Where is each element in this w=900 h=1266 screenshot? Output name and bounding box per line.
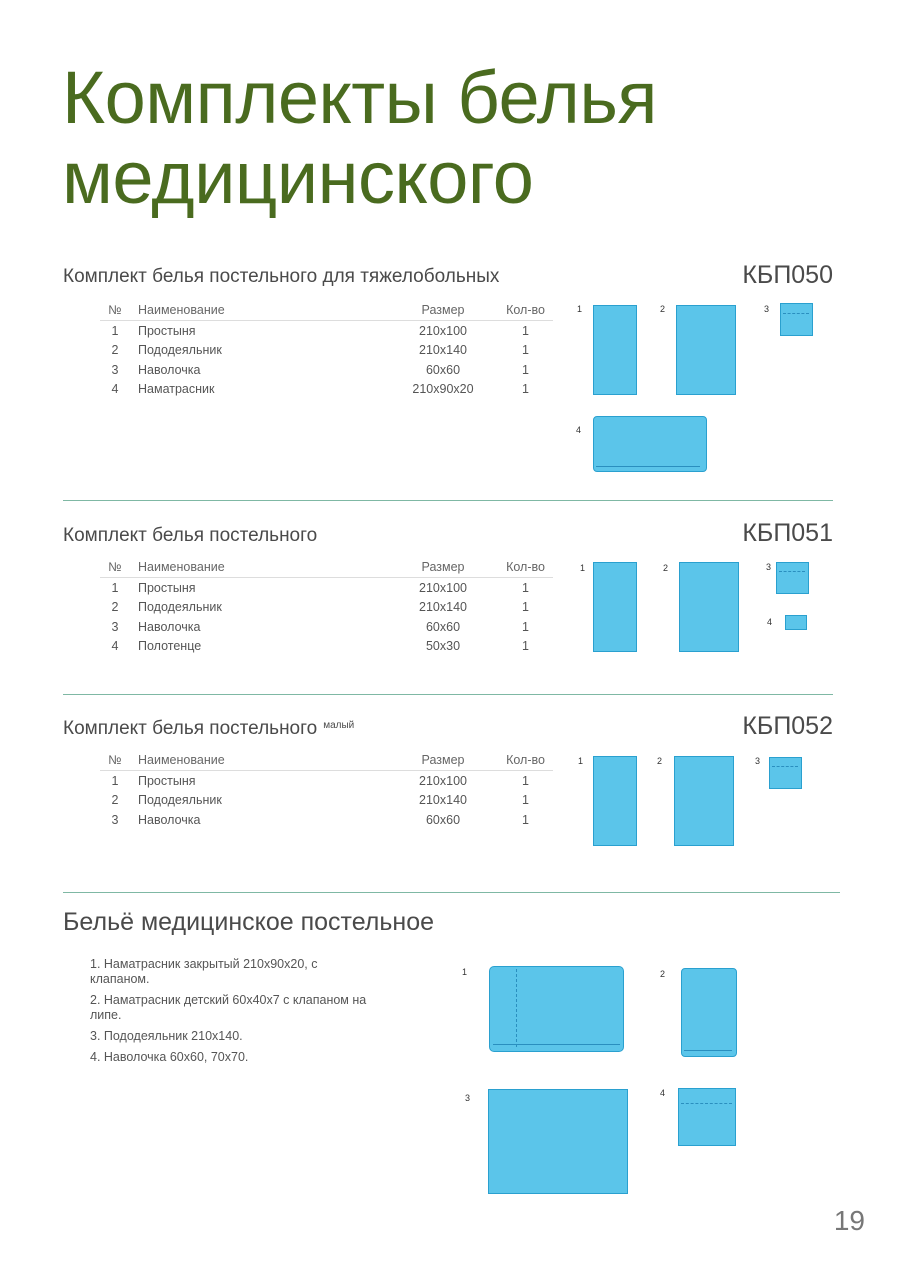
row-size: 210x100 bbox=[419, 580, 467, 595]
row-name: Пододеяльник bbox=[138, 793, 222, 808]
duvet-cover-figure bbox=[674, 756, 734, 846]
row-name: Простыня bbox=[138, 580, 196, 595]
figure-label: 1 bbox=[580, 563, 586, 573]
duvet-cover-figure bbox=[488, 1089, 628, 1194]
figure-label: 2 bbox=[657, 756, 663, 766]
page-number: 19 bbox=[833, 1205, 865, 1236]
col-size-header: Размер bbox=[388, 557, 498, 578]
row-name: Наволочка bbox=[138, 619, 201, 634]
col-qty-header: Кол-во bbox=[498, 750, 553, 771]
col-no-header: № bbox=[100, 750, 130, 771]
table-row bbox=[100, 598, 553, 618]
pillowcase-flap-line bbox=[783, 313, 809, 314]
row-size: 210x90x20 bbox=[412, 382, 474, 397]
row-name: Пододеяльник bbox=[138, 600, 222, 615]
section-title-kbp052 bbox=[63, 718, 354, 740]
col-name-header: Наименование bbox=[130, 750, 388, 771]
section-separator bbox=[63, 694, 833, 695]
figure-label: 2 bbox=[660, 304, 666, 314]
row-no: 3 bbox=[111, 362, 119, 377]
row-size: 210x140 bbox=[419, 793, 467, 808]
figure-label: 1 bbox=[578, 756, 584, 766]
sheet-figure bbox=[593, 305, 637, 395]
row-no: 1 bbox=[111, 773, 119, 788]
col-no-header: № bbox=[100, 557, 130, 578]
list-item: 2. Наматрасник детский 60x40x7 с клапаном на липе. bbox=[90, 993, 367, 1022]
row-qty: 1 bbox=[522, 793, 529, 808]
row-qty: 1 bbox=[522, 580, 529, 595]
table-header-row bbox=[100, 557, 553, 578]
bottom-item-list bbox=[90, 957, 380, 1071]
table-row bbox=[100, 321, 553, 341]
figure-label: 4 bbox=[767, 617, 773, 627]
product-code-kbp051: КБП051 bbox=[742, 519, 833, 547]
mattress-cover-edge bbox=[596, 466, 700, 467]
row-size: 210x140 bbox=[419, 600, 467, 615]
row-name: Наволочка bbox=[138, 812, 201, 827]
section-title-kbp051: Комплект белья постельного bbox=[63, 525, 318, 546]
row-qty: 1 bbox=[522, 773, 529, 788]
child-mattress-cover-figure bbox=[681, 968, 737, 1057]
pillowcase-figure bbox=[776, 562, 809, 594]
pillowcase-flap-line bbox=[681, 1103, 732, 1104]
row-no: 2 bbox=[111, 343, 119, 358]
page-title bbox=[62, 58, 657, 218]
row-size: 210x100 bbox=[419, 773, 467, 788]
pillowcase-flap-line bbox=[772, 766, 798, 767]
section-separator bbox=[63, 500, 833, 501]
product-code-kbp050: КБП050 bbox=[742, 261, 833, 289]
col-qty-header: Кол-во bbox=[498, 557, 553, 578]
col-name-header: Наименование bbox=[130, 300, 388, 321]
pillowcase-flap-line bbox=[779, 571, 805, 572]
row-qty: 1 bbox=[522, 382, 529, 397]
figure-label: 3 bbox=[755, 756, 761, 766]
table-row bbox=[100, 360, 553, 380]
row-no: 4 bbox=[111, 639, 119, 654]
row-qty: 1 bbox=[522, 812, 529, 827]
row-no: 1 bbox=[111, 580, 119, 595]
page-title-line-2: медицинского bbox=[62, 136, 534, 219]
table-header-row bbox=[100, 750, 553, 771]
figure-label: 2 bbox=[660, 969, 666, 979]
figure-label: 1 bbox=[577, 304, 583, 314]
mattress-cover-figure bbox=[593, 416, 707, 472]
row-no: 3 bbox=[111, 812, 119, 827]
col-qty-header: Кол-во bbox=[498, 300, 553, 321]
table-row bbox=[100, 380, 553, 400]
row-name: Полотенце bbox=[138, 639, 202, 654]
row-name: Наматрасник bbox=[138, 382, 215, 397]
section-title-kbp050: Комплект белья постельного для тяжелобольных bbox=[63, 266, 500, 287]
figure-label: 4 bbox=[576, 425, 582, 435]
row-no: 2 bbox=[111, 793, 119, 808]
row-name: Наволочка bbox=[138, 362, 201, 377]
page-title-line-1: Комплекты белья bbox=[62, 56, 657, 139]
row-size: 60x60 bbox=[425, 362, 461, 377]
table-row bbox=[100, 617, 553, 637]
col-no-header: № bbox=[100, 300, 130, 321]
row-no: 2 bbox=[111, 600, 119, 615]
row-name: Пододеяльник bbox=[138, 343, 222, 358]
list-item: 4. Наволочка 60x60, 70x70. bbox=[90, 1050, 249, 1064]
pillowcase-figure bbox=[769, 757, 802, 789]
spec-table-kbp052 bbox=[100, 750, 553, 830]
row-size: 210x140 bbox=[419, 343, 467, 358]
duvet-cover-figure bbox=[676, 305, 736, 395]
spec-table-kbp050 bbox=[100, 300, 553, 399]
row-qty: 1 bbox=[522, 639, 529, 654]
child-mattress-cover-edge bbox=[684, 1050, 732, 1051]
figure-label: 2 bbox=[663, 563, 669, 573]
table-header-row bbox=[100, 300, 553, 321]
figure-label: 3 bbox=[465, 1093, 471, 1103]
section-title-note: малый bbox=[323, 720, 355, 731]
row-size: 60x60 bbox=[425, 812, 461, 827]
col-name-header: Наименование bbox=[130, 557, 388, 578]
row-size: 50x30 bbox=[425, 639, 461, 654]
table-row bbox=[100, 578, 553, 598]
pillowcase-figure bbox=[678, 1088, 736, 1146]
list-item: 3. Пододеяльник 210x140. bbox=[90, 1029, 243, 1043]
table-row bbox=[100, 637, 553, 657]
duvet-cover-figure bbox=[679, 562, 739, 652]
figure-label: 3 bbox=[764, 304, 770, 314]
figure-label: 3 bbox=[766, 562, 772, 572]
table-row bbox=[100, 341, 553, 361]
figure-label: 1 bbox=[462, 967, 468, 977]
pillowcase-figure bbox=[780, 303, 813, 336]
col-size-header: Размер bbox=[388, 750, 498, 771]
row-qty: 1 bbox=[522, 323, 529, 338]
mattress-cover-edge bbox=[493, 1044, 620, 1045]
row-name: Простыня bbox=[138, 323, 196, 338]
closed-mattress-cover-figure bbox=[489, 966, 624, 1052]
row-no: 3 bbox=[111, 619, 119, 634]
sheet-figure bbox=[593, 562, 637, 652]
mattress-flap-line bbox=[516, 969, 517, 1047]
list-item: 1. Наматрасник закрытый 210x90x20, с клапаном. bbox=[90, 957, 318, 986]
row-size: 60x60 bbox=[425, 619, 461, 634]
towel-figure bbox=[785, 615, 807, 630]
bottom-section-title: Бельё медицинское постельное bbox=[63, 908, 435, 936]
table-row bbox=[100, 791, 553, 811]
row-no: 1 bbox=[111, 323, 119, 338]
row-qty: 1 bbox=[522, 343, 529, 358]
row-qty: 1 bbox=[522, 619, 529, 634]
row-name: Простыня bbox=[138, 773, 196, 788]
row-qty: 1 bbox=[522, 600, 529, 615]
table-row bbox=[100, 810, 553, 830]
row-no: 4 bbox=[111, 382, 119, 397]
section-separator bbox=[63, 892, 840, 893]
row-size: 210x100 bbox=[419, 323, 467, 338]
sheet-figure bbox=[593, 756, 637, 846]
spec-table-kbp051 bbox=[100, 557, 553, 656]
table-row bbox=[100, 771, 553, 791]
product-code-kbp052: КБП052 bbox=[742, 712, 833, 740]
row-qty: 1 bbox=[522, 362, 529, 377]
section-title-text: Комплект белья постельного bbox=[63, 718, 318, 739]
col-size-header: Размер bbox=[388, 300, 498, 321]
figure-label: 4 bbox=[660, 1088, 666, 1098]
